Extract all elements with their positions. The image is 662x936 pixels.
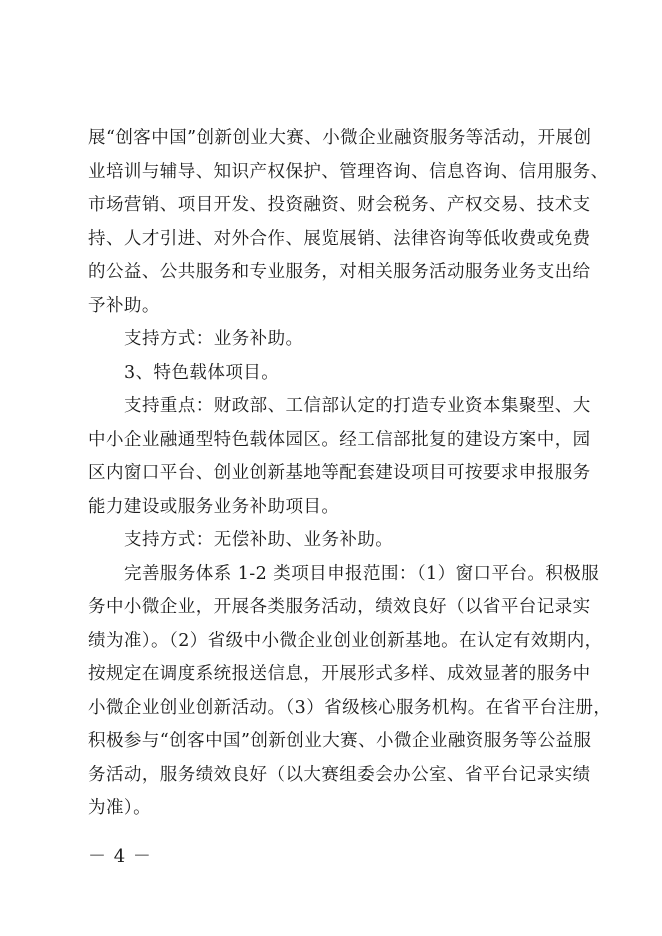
support-method-line: 支持方式：无偿补助、业务补助。 <box>124 530 394 550</box>
section-heading: 3、特色载体项目。 <box>124 362 280 383</box>
paragraph-line: 的公益、公共服务和专业服务，对相关服务活动服务业务支出给 <box>88 262 591 282</box>
paragraph-line: 区内窗口平台、创业创新基地等配套建设项目可按要求申报服务 <box>88 463 591 483</box>
paragraph-line: 为准）。 <box>88 798 152 818</box>
paragraph-line: 小微企业创业创新活动。（3）省级核心服务机构。在省平台注册， <box>88 697 612 718</box>
paragraph-line: 能力建设或服务业务补助项目。 <box>88 496 340 517</box>
paragraph-line: 中小企业融通型特色载体园区。经工信部批复的建设方案中，园 <box>88 429 591 450</box>
paragraph-line: 持、人才引进、对外合作、展览展销、法律咨询等低收费或免费 <box>88 228 591 249</box>
paragraph-line: 予补助。 <box>88 295 160 316</box>
paragraph-line: 业培训与辅导、知识产权保护、管理咨询、信息咨询、信用服务、 <box>88 161 609 182</box>
paragraph-line: 完善服务体系 1-2 类项目申报范围：（1）窗口平台。积极服 <box>124 563 600 584</box>
paragraph-line: 支持重点：财政部、工信部认定的打造专业资本集聚型、大 <box>124 396 591 416</box>
paragraph-line: 务中小微企业，开展各类服务活动，绩效良好（以省平台记录实 <box>88 597 591 617</box>
paragraph-line: 绩为准）。（2）省级中小微企业创业创新基地。在认定有效期内， <box>88 630 603 651</box>
paragraph-line: 市场营销、项目开发、投资融资、财会税务、产权交易、技术支 <box>88 195 591 215</box>
document-body <box>88 122 612 826</box>
paragraph-line: 展“创客中国”创新创业大赛、小微企业融资服务等活动，开展创 <box>88 128 592 148</box>
paragraph-line: 务活动，服务绩效良好（以大赛组委会办公室、省平台记录实绩 <box>88 764 591 785</box>
paragraph-line: 积极参与“创客中国”创新创业大赛、小微企业融资服务等公益服 <box>88 731 592 751</box>
paragraph-line: 按规定在调度系统报送信息，开展形式多样、成效显著的服务中 <box>88 664 591 684</box>
page-number: － 4 － <box>88 846 152 867</box>
support-method-line: 支持方式：业务补助。 <box>124 329 304 349</box>
